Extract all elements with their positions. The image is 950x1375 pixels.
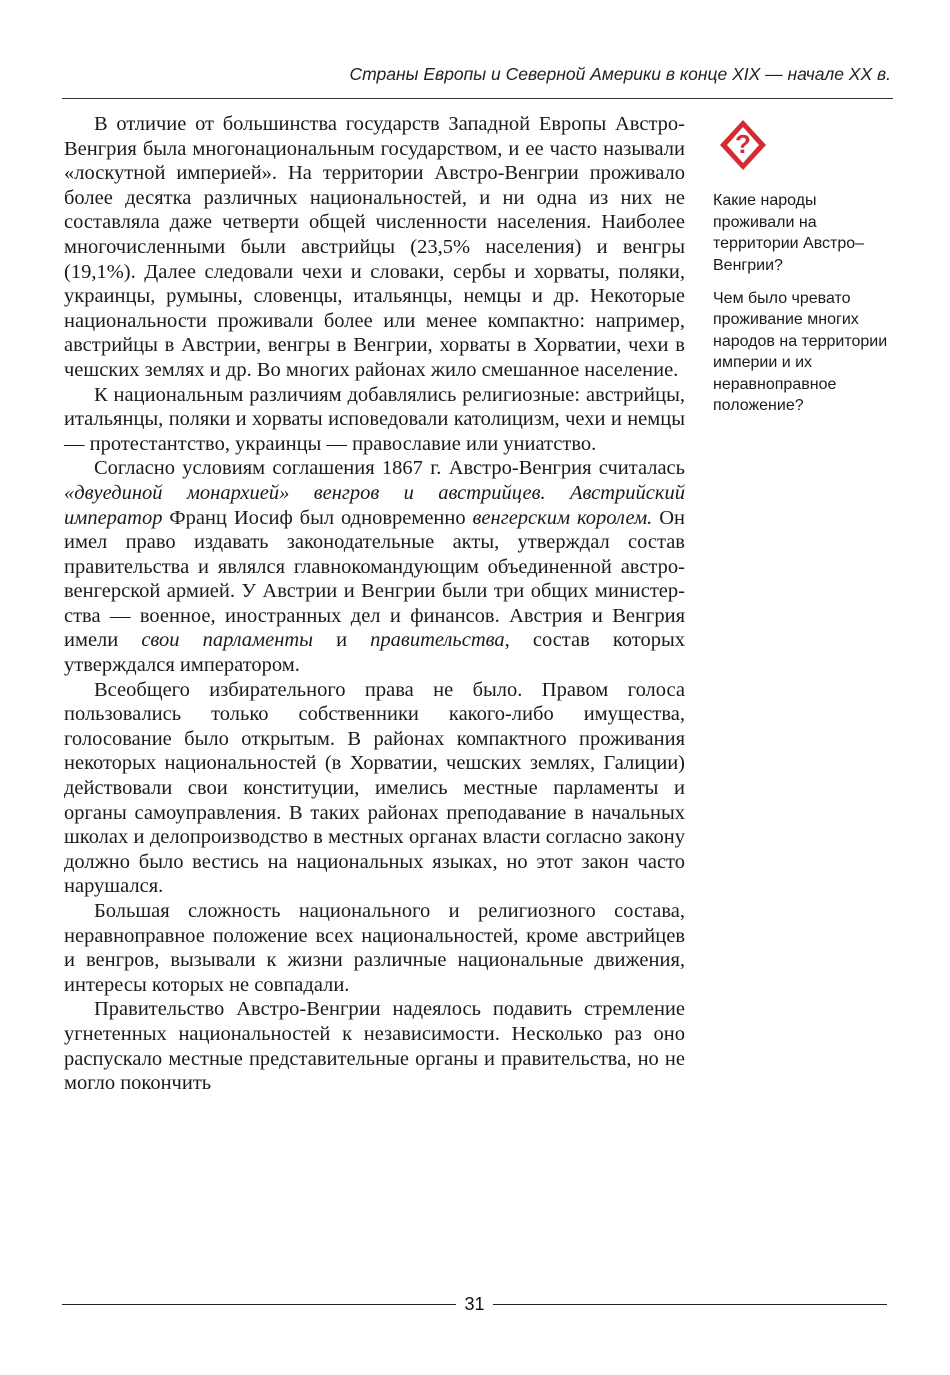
- main-text: [64, 112, 685, 1096]
- question-icon-glyph: ?: [735, 129, 751, 159]
- paragraph-2: К национальным различиям добавлялись религиозные: австрийцы, итальянцы, поляки и хорваты исповедовали католицизм, чехи и немцы — протестантство, украинцы — православие или униатство.: [64, 383, 685, 455]
- paragraph-4: Всеобщего избирательного права не было. Правом голоса пользовались только собственники какого-либо имущества, голосование было открытым. В районах компактного проживания некоторых национальностей (в Хорватии, чешских землях, Галиции) действовали свои конституции, имелись местные парламенты и органы самоуправления. В таких районах преподавание в начальных школах и делопроизводство в местных органах власти согласно закону должно было вестись на национальных языках, но этот закон часто нарушался.: [64, 678, 685, 898]
- p3-italic-1: «двуединой монархией» венгров и австрийцев. Австрийский император: [64, 481, 685, 529]
- p3-italic-2: венгерским королем.: [472, 506, 653, 529]
- p3-text-5: , состав которых утверждался императором.: [64, 629, 685, 677]
- p3-text-3: Он имел право издавать законодательные акты, утверждал состав правительства и являлся главнокомандующим объединенной австро-венгерской армией. У Австрии и Венгрии были три общих министерства — военное, иностранных дел и финансов. Австрия и Венгрия имели: [64, 506, 685, 652]
- margin-question-1: Какие народы проживали на территории Австро–Венгрии?: [713, 192, 865, 274]
- paragraph-1: В отличие от большинства государств Западной Европы Австро-Венгрия была многонациональным государством, и ее часто называли «лоскутной империей». На территории Австро-Венгрии проживало более десятка различных национальностей, и ни одна из них не составляла даже четверти общей численности населения. Наиболее многочисленными были австрийцы (23,5% населения) и венгры (19,1%). Далее следовали чехи и словаки, сербы и хорваты, поляки, украинцы, румыны, словенцы, итальянцы, немцы и др. Некоторые национальности проживали более или менее компактно: например, австрийцы в Австрии, венгры в Венгрии, хорваты в Хорватии, чехи в чешских землях и др. Во многих районах жило смешанное население.: [64, 113, 685, 381]
- paragraph-5: Большая сложность национального и религиозного состава, неравноправное положение всех национальностей, кроме австрийцев и венгров, вызывали к жизни различные национальные движения, интересы которых не совпадали.: [64, 900, 685, 996]
- footer-rule-right: [493, 1304, 887, 1305]
- page-footer: [62, 1291, 887, 1317]
- p3-italic-3: свои парламенты: [141, 629, 314, 652]
- p3-text-1: Согласно условиям соглашения 1867 г. Австро-Венгрия считалась: [94, 457, 685, 480]
- running-header: Страны Европы и Северной Америки в конце XIX — начале XX в.: [349, 64, 891, 84]
- margin-notes: [713, 118, 898, 428]
- paragraph-3: [64, 456, 685, 677]
- p3-text-4: и: [313, 629, 371, 652]
- p3-text-2: Франц Иосиф был одновременно: [162, 506, 473, 529]
- page-number: 31: [464, 1293, 485, 1314]
- header-divider: [62, 98, 893, 99]
- p3-italic-4: правительства: [370, 629, 505, 652]
- question-icon: [718, 118, 768, 172]
- footer-rule-left: [62, 1304, 456, 1305]
- paragraph-6: Правительство Австро-Венгрии надеялось подавить стремление угнетенных национальностей к независимости. Несколько раз оно распускало местные представительные органы и правительства, но не могло покончить: [64, 998, 685, 1095]
- margin-question-2: Чем было чревато проживание многих народов на территории империи и их неравноправное положение?: [713, 290, 888, 415]
